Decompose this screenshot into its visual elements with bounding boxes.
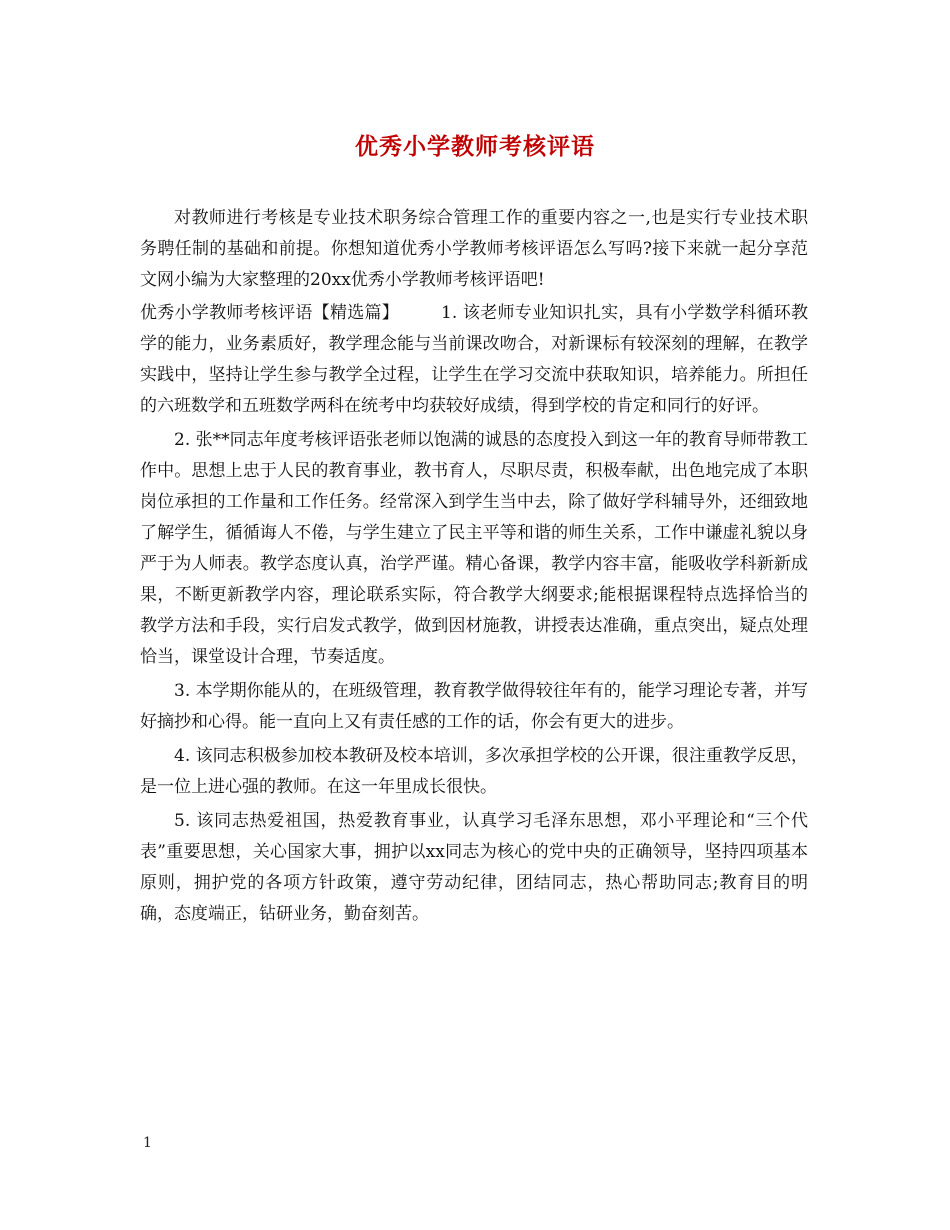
comment-paragraph-5: 5. 该同志热爱祖国，热爱教育事业，认真学习毛泽东思想，邓小平理论和“三个代表”重要思想，关心国家大事，拥护以xx同志为核心的党中央的正确领导，坚持四项基本原则，拥护党的各项方针政策，遵守劳动纪律，团结同志，热心帮助同志;教育目的明确，态度端正，钻研业务，勤奋刻苦。	[140, 811, 808, 924]
intro-paragraph: 对教师进行考核是专业技术职务综合管理工作的重要内容之一,也是实行专业技术职务聘任制的基础和前提。你想知道优秀小学教师考核评语怎么写吗?接下来就一起分享范文网小编为大家整理的20xx优秀小学教师考核评语吧!	[140, 208, 808, 290]
document-title: 优秀小学教师考核评语	[355, 133, 595, 160]
document-body	[140, 203, 808, 930]
section-first-paragraph	[140, 298, 808, 422]
page-number: 1	[143, 1135, 152, 1151]
comment-paragraph-1: 1. 该老师专业知识扎实，具有小学数学科循环教学的能力，业务素质好，教学理念能与当前课改吻合，对新课标有较深刻的理解，在教学实践中，坚持让学生参与教学全过程，让学生在学习交流中获取知识，培养能力。所担任的六班数学和五班数学两科在统考中均获较好成绩，得到学校的肯定和同行的好评。	[140, 303, 809, 416]
comment-paragraph-3: 3. 本学期你能从的，在班级管理，教育教学做得较往年有的，能学习理论专著，并写好摘抄和心得。能一直向上又有责任感的工作的话，你会有更大的进步。	[140, 681, 808, 732]
comment-paragraph-4: 4. 该同志积极参加校本教研及校本培训，多次承担学校的公开课，很注重教学反思，是一位上进心强的教师。在这一年里成长很快。	[140, 746, 808, 797]
comment-paragraph-2: 2. 张**同志年度考核评语张老师以饱满的诚恳的态度投入到这一年的教育导师带教工作中。思想上忠于人民的教育事业，教书育人，尽职尽责，积极奉献，出色地完成了本职岗位承担的工作量和工作任务。经常深入到学生当中去，除了做好学科辅导外，还细致地了解学生，循循诲人不倦，与学生建立了民主平等和谐的师生关系，工作中谦虚礼貌以身严于为人师表。教学态度认真，治学严谨。精心备课，教学内容丰富，能吸收学科新新成果，不断更新教学内容，理论联系实际，符合教学大纲要求;能根据课程特点选择恰当的教学方法和手段，实行启发式教学，做到因材施教，讲授表达准确，重点突出，疑点处理恰当，课堂设计合理，节奏适度。	[140, 430, 808, 667]
section-heading: 优秀小学教师考核评语【精选篇】	[140, 303, 400, 323]
